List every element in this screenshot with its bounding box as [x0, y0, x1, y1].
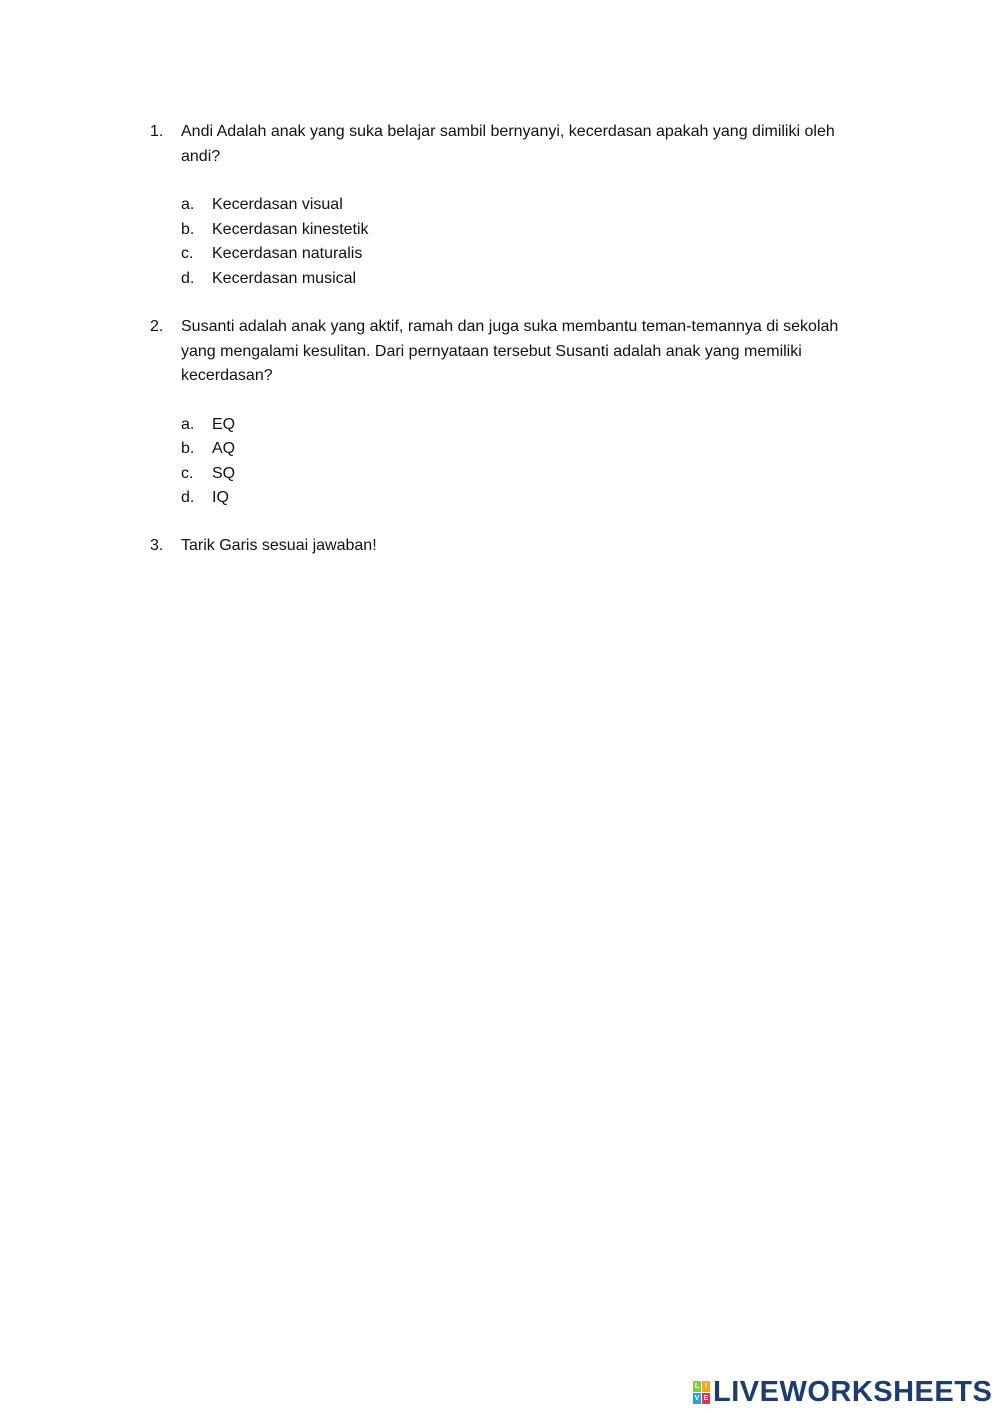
option-text: Kecerdasan naturalis [212, 245, 363, 262]
option-letter: d. [181, 269, 195, 287]
option-d [181, 486, 870, 511]
option-letter: c. [181, 245, 194, 262]
question-1 [150, 120, 870, 291]
question-3 [150, 534, 870, 559]
option-c [181, 242, 870, 267]
question-2 [150, 315, 870, 511]
option-letter: a. [181, 415, 195, 433]
question-number: 3. [150, 537, 164, 554]
option-text: Kecerdasan visual [212, 196, 343, 213]
question-number: 2. [150, 318, 164, 335]
option-letter: a. [181, 196, 195, 213]
question-text: Tarik Garis sesuai jawaban! [181, 537, 377, 554]
option-letter: b. [181, 440, 195, 457]
option-b [181, 437, 870, 462]
option-text: EQ [212, 415, 236, 433]
option-text: Kecerdasan musical [212, 269, 357, 287]
logo-tile: E [703, 1395, 709, 1402]
option-text: SQ [212, 464, 236, 482]
option-letter: d. [181, 489, 195, 506]
option-d [181, 267, 870, 292]
logo-tile: I [702, 1381, 710, 1392]
option-c [181, 462, 870, 487]
option-text: IQ [212, 489, 229, 506]
option-letter: b. [181, 220, 195, 238]
option-text: Kecerdasan kinestetik [212, 220, 369, 238]
option-letter: c. [181, 464, 194, 482]
option-b [181, 218, 870, 243]
question-number: 1. [150, 123, 164, 140]
question-text: Andi Adalah anak yang suka belajar sambil bernyanyi, kecerdasan apakah yang dimiliki oleh andi? [181, 123, 835, 165]
logo-tile: V [694, 1395, 700, 1402]
option-a [181, 193, 870, 218]
logo-tile: L [694, 1383, 700, 1390]
question-text: Susanti adalah anak yang aktif, ramah dan juga suka membantu teman-temannya di sekolah yang mengalami kesulitan. Dari pernyataan tersebut Susanti adalah anak yang memiliki kecerdasan? [181, 318, 839, 384]
logo-tiles-icon [693, 1381, 710, 1404]
option-text: AQ [212, 440, 236, 457]
logo-text: LIVEWORKSHEETS [713, 1376, 993, 1408]
option-a [181, 413, 870, 438]
liveworksheets-logo [693, 1376, 992, 1409]
